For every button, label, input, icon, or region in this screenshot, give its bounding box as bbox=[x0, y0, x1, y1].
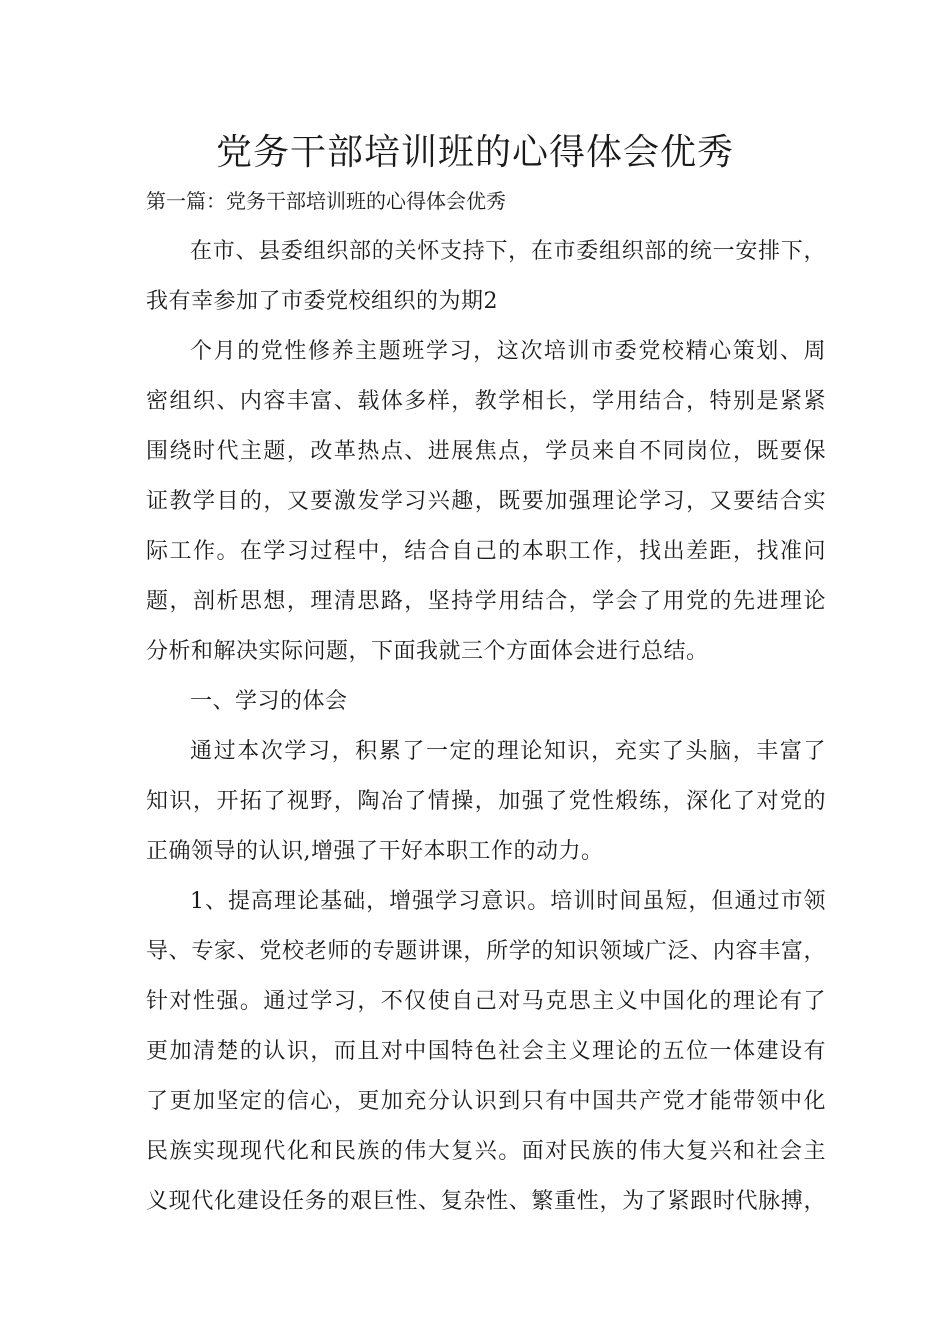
body-line: 1、提高理论基础，增强学习意识。培训时间虽短，但通过市领 bbox=[190, 889, 826, 914]
body-line: 密组织、内容丰富、载体多样，教学相长，学用结合，特别是紧紧 bbox=[146, 389, 826, 414]
body-line: 我有幸参加了市委党校组织的为期2 bbox=[146, 289, 498, 314]
document-title: 党务干部培训班的心得体会优秀 bbox=[215, 132, 734, 173]
body-line: 民族实现现代化和民族的伟大复兴。面对民族的伟大复兴和社会主 bbox=[146, 1139, 826, 1164]
body-line: 义现代化建设任务的艰巨性、复杂性、繁重性，为了紧跟时代脉搏， bbox=[146, 1189, 826, 1214]
body-line: 围绕时代主题，改革热点、进展焦点，学员来自不同岗位，既要保 bbox=[146, 439, 826, 464]
body-line: 个月的党性修养主题班学习，这次培训市委党校精心策划、周 bbox=[190, 339, 826, 364]
body-line: 分析和解决实际问题，下面我就三个方面体会进行总结。 bbox=[146, 639, 709, 664]
body-line: 正确领导的认识,增强了干好本职工作的动力。 bbox=[146, 839, 604, 864]
body-line: 针对性强。通过学习，不仅使自己对马克思主义中国化的理论有了 bbox=[146, 989, 826, 1014]
body-line: 了更加坚定的信心，更加充分认识到只有中国共产党才能带领中化 bbox=[146, 1089, 826, 1114]
body-line: 题，剖析思想，理清思路，坚持学用结合，学会了用党的先进理论 bbox=[146, 589, 826, 614]
body-line: 更加清楚的认识，而且对中国特色社会主义理论的五位一体建设有 bbox=[146, 1039, 826, 1064]
body-line: 际工作。在学习过程中，结合自己的本职工作，找出差距，找准问 bbox=[146, 539, 826, 564]
body-line: 在市、县委组织部的关怀支持下，在市委组织部的统一安排下， bbox=[190, 239, 826, 264]
body-line: 通过本次学习，积累了一定的理论知识，充实了头脑，丰富了 bbox=[190, 739, 826, 764]
section-heading: 一、学习的体会 bbox=[190, 689, 348, 714]
body-line: 知识，开拓了视野，陶冶了情操，加强了党性煅练，深化了对党的 bbox=[146, 789, 826, 814]
body-line: 导、专家、党校老师的专题讲课，所学的知识领域广泛、内容丰富， bbox=[146, 939, 826, 964]
body-line: 证教学目的，又要激发学习兴趣，既要加强理论学习，又要结合实 bbox=[146, 489, 826, 514]
section-subtitle: 第一篇：党务干部培训班的心得体会优秀 bbox=[146, 189, 506, 213]
